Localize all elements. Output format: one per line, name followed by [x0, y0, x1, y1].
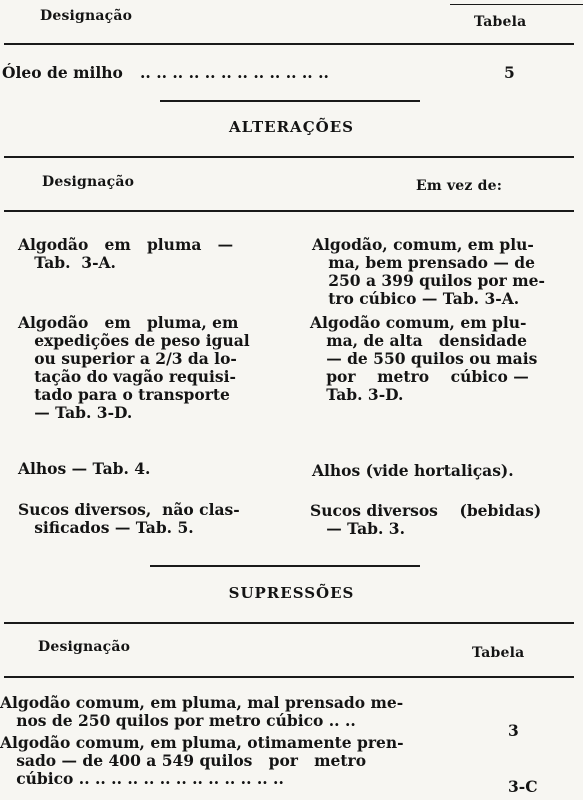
- top-row-table: 5: [504, 63, 515, 82]
- alt-row2-right-l5: Tab. 3-D.: [310, 385, 404, 404]
- alt-row4-left-l2: sificados — Tab. 5.: [18, 518, 194, 537]
- section-rule-1: [160, 100, 420, 102]
- alt-row2-left-l2: expedições de peso igual: [18, 331, 250, 350]
- alteracoes-header-rule: [4, 210, 574, 212]
- alt-row1-left-l1: Algodão em pluma —: [18, 235, 234, 254]
- top-row-dots: .. .. .. .. .. .. .. .. .. .. .. ..: [140, 63, 329, 82]
- sup-row1-table: 3: [508, 721, 519, 740]
- alt-row2-right-l4: por metro cúbico —: [310, 367, 529, 386]
- top-col-table: Tabela: [474, 14, 527, 30]
- alt-row4-right-l2: — Tab. 3.: [310, 519, 405, 538]
- top-header-rule: [4, 43, 574, 45]
- alt-row4-right-l1: Sucos diversos (bebidas): [310, 501, 542, 520]
- alt-row1-left-l2: Tab. 3-A.: [18, 253, 116, 272]
- supressoes-header-rule: [4, 676, 574, 678]
- alt-row3-left: Alhos — Tab. 4.: [18, 459, 151, 478]
- section-rule-2: [150, 565, 420, 567]
- alt-row2-left-l4: tação do vagão requisi-: [18, 367, 236, 386]
- alt-row1-right-l4: tro cúbico — Tab. 3-A.: [312, 289, 520, 308]
- sup-row2-l2: sado — de 400 a 549 quilos por metro: [0, 751, 367, 770]
- sup-row2-table: 3-C: [508, 777, 538, 796]
- alt-row4-left-l1: Sucos diversos, não clas-: [18, 500, 240, 519]
- alteracoes-col-designation: Designação: [42, 174, 135, 190]
- alt-row2-right-l3: — de 550 quilos ou mais: [310, 349, 538, 368]
- alt-row3-right: Alhos (vide hortaliças).: [312, 461, 514, 480]
- top-col-designation: Designação: [40, 8, 133, 24]
- top-row-name: Óleo de milho: [2, 63, 123, 82]
- alt-row2-right-l1: Algodão comum, em plu-: [310, 313, 527, 332]
- section-title-supressoes: SUPRESSÕES: [228, 584, 355, 602]
- top-edge-rule: [450, 4, 583, 5]
- alt-row2-left-l5: tado para o transporte: [18, 385, 230, 404]
- section-title-alteracoes: ALTERAÇÕES: [229, 118, 354, 136]
- sup-row2-l3: cúbico .. .. .. .. .. .. .. .. .. .. .. .. ..: [0, 769, 284, 788]
- supressoes-title-rule: [4, 622, 574, 624]
- alt-row2-left-l1: Algodão em pluma, em: [18, 313, 239, 332]
- supressoes-col-table: Tabela: [472, 645, 525, 661]
- sup-row1-l1: Algodão comum, em pluma, mal prensado me-: [0, 693, 404, 712]
- alt-row1-right-l3: 250 a 399 quilos por me-: [312, 271, 545, 290]
- alteracoes-col-instead: Em vez de:: [416, 178, 503, 194]
- alt-row2-left-l3: ou superior a 2/3 da lo-: [18, 349, 237, 368]
- alt-row2-right-l2: ma, de alta densidade: [310, 331, 528, 350]
- alteracoes-title-rule: [4, 156, 574, 158]
- sup-row2-l1: Algodão comum, em pluma, otimamente pren-: [0, 733, 404, 752]
- supressoes-col-designation: Designação: [38, 639, 131, 655]
- alt-row1-right-l2: ma, bem prensado — de: [312, 253, 535, 272]
- alt-row1-right-l1: Algodão, comum, em plu-: [312, 235, 534, 254]
- alt-row2-left-l6: — Tab. 3-D.: [18, 403, 133, 422]
- sup-row1-l2: nos de 250 quilos por metro cúbico .. ..: [0, 711, 356, 730]
